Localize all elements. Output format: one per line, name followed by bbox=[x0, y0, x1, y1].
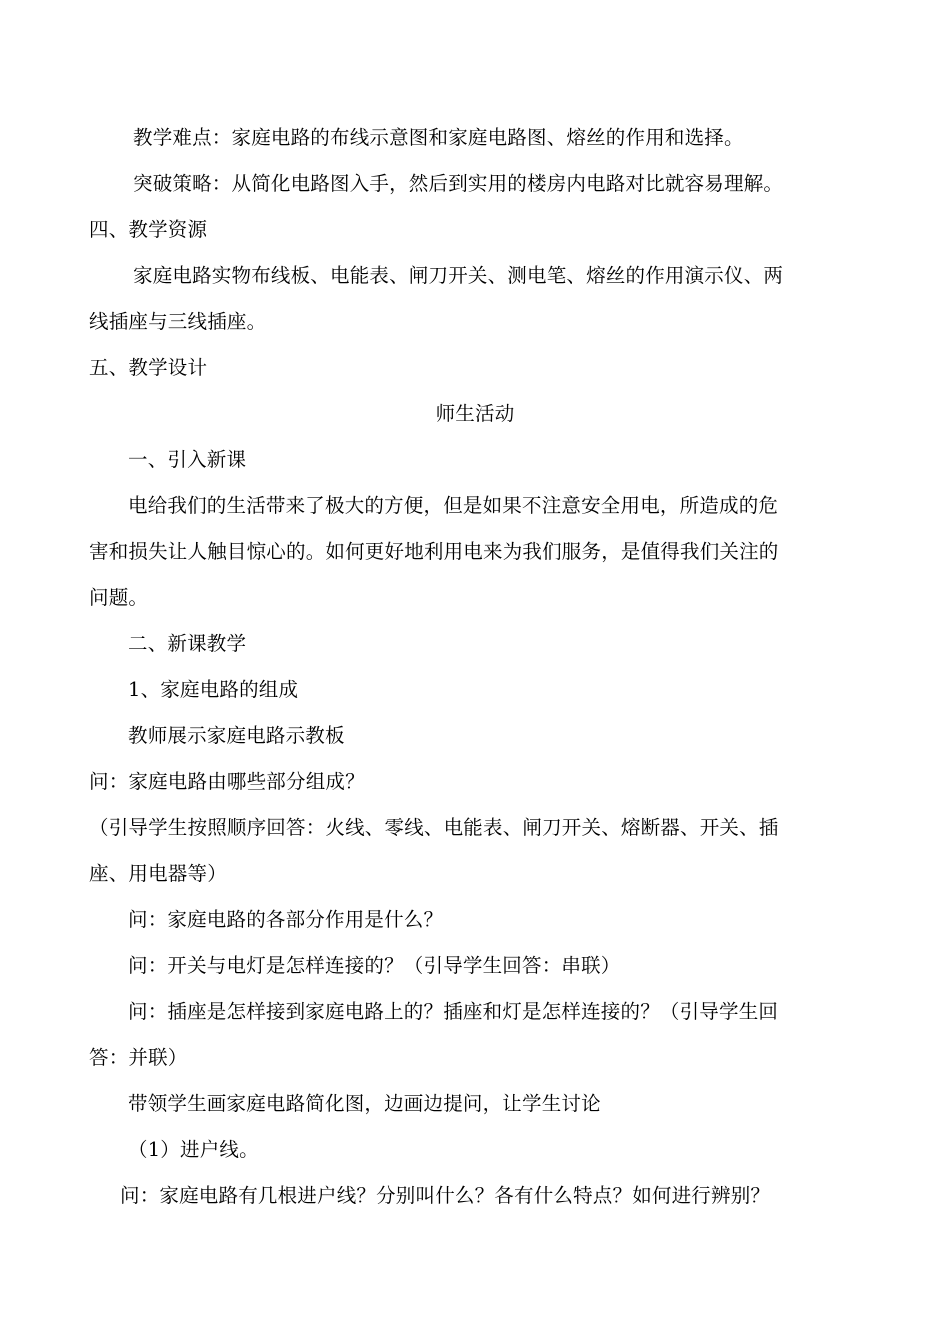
text-line-strategy: 突破策略：从简化电路图入手，然后到实用的楼房内电路对比就容易理解。 bbox=[133, 172, 784, 195]
question-line-incoming: 问：家庭电路有几根进户线？分别叫什么？各有什么特点？如何进行辨别？ bbox=[120, 1184, 771, 1207]
text-line-demo-board: 教师展示家庭电路示教板 bbox=[128, 724, 345, 747]
text-line-guide-1: （引导学生按照顺序回答：火线、零线、电能表、闸刀开关、熔断器、开关、插 bbox=[89, 816, 779, 839]
section-heading-resources: 四、教学资源 bbox=[89, 218, 208, 241]
subheading-composition: 1、家庭电路的组成 bbox=[128, 678, 299, 701]
text-line-resources-2: 线插座与三线插座。 bbox=[89, 310, 267, 333]
question-line-functions: 问：家庭电路的各部分作用是什么？ bbox=[128, 908, 444, 931]
text-line-drawing: 带领学生画家庭电路简化图，边画边提问，让学生讨论 bbox=[128, 1092, 601, 1115]
text-line-resources-1: 家庭电路实物布线板、电能表、闸刀开关、测电笔、熔丝的作用演示仪、两 bbox=[133, 264, 784, 287]
centered-heading-activities: 师生活动 bbox=[435, 402, 515, 425]
text-line-intro-3: 问题。 bbox=[89, 586, 149, 609]
text-line-intro-2: 害和损失让人触目惊心的。如何更好地利用电来为我们服务，是值得我们关注的 bbox=[89, 540, 779, 563]
text-line-difficulty: 教学难点：家庭电路的布线示意图和家庭电路图、熔丝的作用和选择。 bbox=[133, 126, 744, 149]
question-line-components: 问：家庭电路由哪些部分组成？ bbox=[89, 770, 365, 793]
question-line-socket-1: 问：插座是怎样接到家庭电路上的？插座和灯是怎样连接的？（引导学生回 bbox=[128, 1000, 779, 1023]
question-line-socket-2: 答：并联） bbox=[89, 1046, 188, 1069]
section-heading-design: 五、教学设计 bbox=[89, 356, 208, 379]
text-line-guide-2: 座、用电器等） bbox=[89, 862, 227, 885]
text-line-intro-1: 电给我们的生活带来了极大的方便，但是如果不注意安全用电，所造成的危 bbox=[128, 494, 779, 517]
subheading-new-lesson: 二、新课教学 bbox=[128, 632, 247, 655]
subheading-incoming-lines: （1）进户线。 bbox=[128, 1138, 259, 1161]
question-line-switch-lamp: 问：开关与电灯是怎样连接的？（引导学生回答：串联） bbox=[128, 954, 621, 977]
subheading-intro: 一、引入新课 bbox=[128, 448, 247, 471]
